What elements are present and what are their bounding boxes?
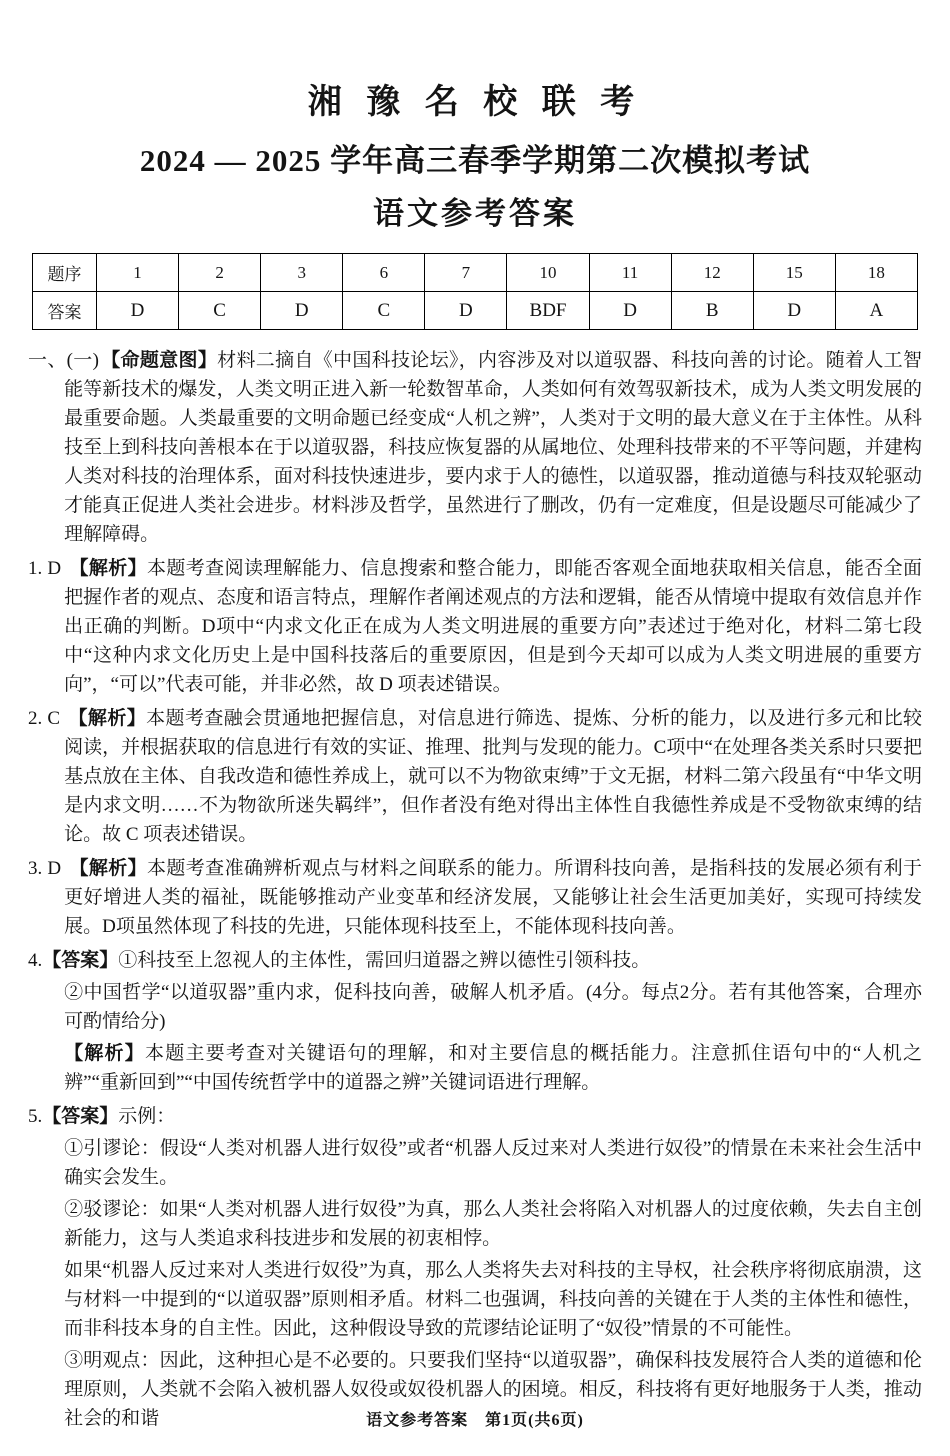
- answer-cell: D: [425, 292, 507, 330]
- question-number-cell: 2: [179, 254, 261, 292]
- question-number-row-label: 题序: [33, 254, 97, 292]
- item5-paragraph-2: ②驳谬论：如果“人类对机器人进行奴役”为真，那么人类社会将陷入对机器人的过度依赖，失去自主创新能力，这与人类追求科技进步和发展的初衷相悖。: [64, 1199, 922, 1249]
- answer-row-label: 答案: [33, 292, 97, 330]
- answer-cell: C: [343, 292, 425, 330]
- answer-item-5: [28, 1102, 922, 1433]
- answer-cell: D: [261, 292, 343, 330]
- answer-cell: C: [179, 292, 261, 330]
- answer-item-4: [28, 946, 922, 1097]
- analysis-marker: 【解析】: [68, 708, 147, 729]
- question-number-cell: 7: [425, 254, 507, 292]
- item-text: 本题考查准确辨析观点与材料之间联系的能力。所谓科技向善，是指科技的发展必须有利于更好增进人类的福祉，既能够推动产业变革和经济发展，又能够让社会生活更加美好，实现可持续发展。D项虽然体现了科技的先进，只能体现科技至上，不能体现科技向善。: [64, 858, 922, 937]
- analysis-marker: 【解析】: [69, 858, 148, 879]
- answer-cell: D: [97, 292, 179, 330]
- item-text: ①科技至上忽视人的主体性，需回归道器之辨以德性引领科技。: [118, 950, 651, 971]
- item4-answer-line-2: ②中国哲学“以道驭器”重内求，促科技向善，破解人机矛盾。(4分。每点2分。若有其他答案，合理亦可酌情给分): [64, 982, 922, 1032]
- item5-paragraph-1: ①引谬论：假设“人类对机器人进行奴役”或者“机器人反过来对人类进行奴役”的情景在未来社会生活中确实会发生。: [64, 1138, 922, 1188]
- analysis-marker: 【解析】: [69, 558, 148, 579]
- question-number-cell: 18: [835, 254, 917, 292]
- intro-text: 材料二摘自《中国科技论坛》，内容涉及对以道驭器、科技向善的讨论。随着人工智能等新技术的爆发，人类文明正进入新一轮数智革命，人类如何有效驾驭新技术，成为人类文明发展的最重要命题。人类最重要的文明命题已经变成“人机之辨”，人类对于文明的最大意义在于主体性。从科技至上到科技向善根本在于以道驭器，科技应恢复器的从属地位、处理科技带来的不平等问题，并建构人类对科技的治理体系，面对科技快速进步，要内求于人的德性，以道驭器，推动道德与科技双轮驱动才能真正促进人类社会进步。材料涉及哲学，虽然进行了删改，仍有一定难度，但是设题尽可能减少了理解障碍。: [64, 350, 922, 545]
- item4-analysis: [64, 1039, 922, 1097]
- answer-cell: D: [753, 292, 835, 330]
- item-text: 本题考查融会贯通地把握信息，对信息进行筛选、提炼、分析的能力，以及进行多元和比较阅读，并根据获取的信息进行有效的实证、推理、批判与发现的能力。C项中“在处理各类关系时只要把基点放在主体、自我改造和德性养成上，就可以不为物欲束缚”于文无据，材料二第六段虽有“中华文明是内求文明……不为物欲所迷失羁绊”，但作者没有绝对得出主体性自我德性养成是不受物欲束缚的结论。故 C 项表述错误。: [64, 708, 922, 845]
- analysis-marker: 【解析】: [64, 1043, 145, 1064]
- answer-sheet-title: 语文参考答案: [373, 196, 577, 231]
- item-text: 本题考查阅读理解能力、信息搜索和整合能力，即能否客观全面地获取相关信息，能否全面把握作者的观点、态度和语言特点，理解作者阐述观点的方法和逻辑，能否从情境中提取有效信息并作出正确的判断。D项中“内求文化正在成为人类文明进展的重要方向”表述过于绝对化，材料二第七段中“这种内求文化历史上是中国科技落后的重要原因，但是到今天却可以成为人类文明进展的重要方向”，“可以”代表可能，并非必然，故 D 项表述错误。: [64, 558, 922, 695]
- question-number-cell: 15: [753, 254, 835, 292]
- question-number-cell: 6: [343, 254, 425, 292]
- answer-explanations: [28, 346, 922, 1433]
- answer-cell: B: [671, 292, 753, 330]
- question-number-cell: 1: [97, 254, 179, 292]
- intent-marker: 【命题意图】: [100, 350, 218, 371]
- item-label: 3. D: [28, 858, 62, 879]
- answer-cell: D: [589, 292, 671, 330]
- question-number-cell: 3: [261, 254, 343, 292]
- item-label: 1. D: [28, 558, 62, 579]
- answer-item-1: [28, 554, 922, 699]
- answer-marker: 【答案】: [42, 950, 119, 971]
- page-footer: 语文参考答案 第1页(共6页): [366, 1412, 584, 1429]
- item5-answer-head: [28, 1102, 922, 1131]
- exam-title: 湘 豫 名 校 联 考: [307, 84, 643, 121]
- answer-item-2: [28, 704, 922, 849]
- answer-row: [33, 292, 918, 330]
- exam-subtitle: 2024 — 2025 学年高三春季学期第二次模拟考试: [139, 143, 811, 178]
- intro-paragraph: [28, 346, 922, 549]
- item4-answer-line-1: [28, 946, 922, 975]
- question-number-cell: 10: [507, 254, 589, 292]
- question-number-cell: 11: [589, 254, 671, 292]
- question-number-row: [33, 254, 918, 292]
- item-text: 本题主要考查对关键语句的理解，和对主要信息的概括能力。注意抓住语句中的“人机之辨”“重新回到”“中国传统哲学中的道器之辨”关键词语进行理解。: [64, 1043, 922, 1093]
- item5-paragraph-4: ③明观点：因此，这种担心是不必要的。只要我们坚持“以道驭器”，确保科技发展符合人类的道德和伦理原则，人类就不会陷入被机器人奴役或奴役机器人的困境。相反，科技将有更好地服务于人类，推动社会的和谐: [64, 1350, 922, 1429]
- answer-marker: 【答案】: [42, 1106, 119, 1127]
- item-label: 5.: [28, 1106, 43, 1127]
- answer-item-3: [28, 854, 922, 941]
- intro-prefix: 一、(一): [28, 350, 99, 371]
- item-label: 2. C: [28, 708, 61, 729]
- answer-key-table: [32, 253, 918, 330]
- item-text: 示例：: [118, 1106, 176, 1127]
- question-number-cell: 12: [671, 254, 753, 292]
- answer-cell: A: [835, 292, 917, 330]
- item5-paragraph-3: 如果“机器人反过来对人类进行奴役”为真，那么人类将失去对科技的主导权，社会秩序将彻底崩溃，这与材料一中提到的“以道驭器”原则相矛盾。材料二也强调，科技向善的关键在于人类的主体性和德性，而非科技本身的自主性。因此，这种假设导致的荒谬结论证明了“奴役”情景的不可能性。: [64, 1260, 922, 1339]
- answer-cell: BDF: [507, 292, 589, 330]
- item-label: 4.: [28, 950, 43, 971]
